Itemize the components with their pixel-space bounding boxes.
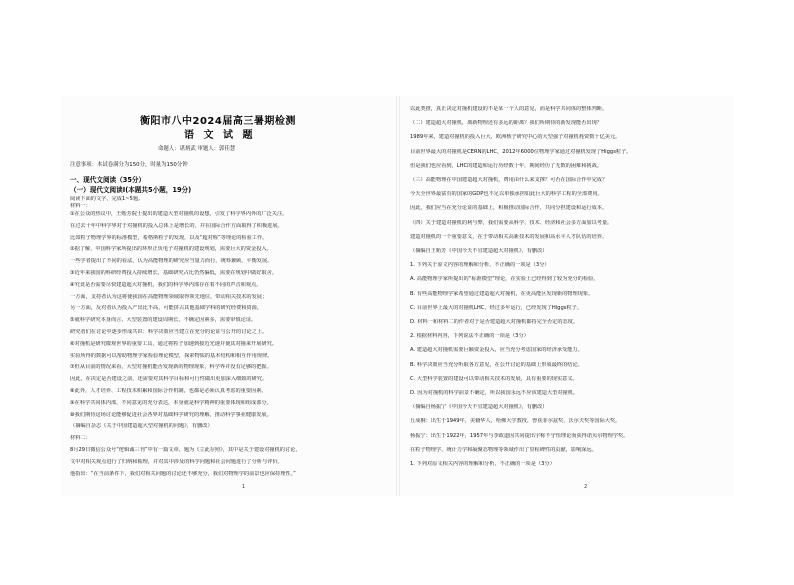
text-line: D. 因为对撞机的科学前景不确定，所以我国永远不应该建造大型对撞机。 [410, 390, 579, 396]
text-line: 材料二： [70, 435, 91, 442]
reading-intro: 阅读下面的文字，完成1~5题。 [70, 196, 144, 202]
text-line: 文中对相关观点进行了归纳和梳理，并对其中涉及的科学问题和社会问题进行了分析与评价。 [70, 458, 283, 465]
text-line: 1. 下列对原文相关内容的理解和分析，不正确的一项是（3分） [410, 461, 555, 467]
text-line: ⑩我们期待这场讨论能够促进社会各界对基础科学研究的理解，推动科学事业健康发展。 [70, 411, 272, 418]
page-fold [396, 96, 400, 496]
exam-subtitle: 语 文 试 题 [184, 130, 256, 141]
text-line: 研究者们在讨论中逐步形成共识：科学决策应当建立在充分的论证与公开的讨论之上。 [70, 329, 268, 335]
text-line: （四）关于建造对撞机的利与弊，我们需要从科学、技术、经济和社会多方面加以考量。 [410, 219, 613, 226]
scanned-exam-sheet [62, 96, 733, 496]
text-line: 比如粒子物理学界的标准模型，希格斯粒子的发现，以及“超对称”等理论的检验工作。 [70, 234, 268, 241]
text-line: 2. 根据材料内容，下列说法不正确的一项是（3分） [410, 333, 529, 340]
text-line: 今天全世界最富有的国家的GDP也不足以单独承担如此巨大的科学工程的全部费用。 [410, 191, 603, 198]
text-line: 以此类推，真正决定对撞机建设的不是某一个人的意见，而是科学共同体的整体判断。 [410, 106, 608, 112]
text-line: （二）建造超大对撞机，离新物理还有多远的距离？我们所期待的新发现能否出现？ [410, 120, 602, 127]
left-page [62, 96, 392, 496]
text-line: D. 材料一和材料二的作者对于是否建造超大对撞机都持完全否定的态度。 [410, 319, 579, 325]
text-line: 8月29日微信公众号“逻辑诚三刊”中有一篇文章，题为《立此存照》，其中是关于建设对撞机的讨论， [70, 447, 301, 453]
text-line: 1989年来，建造对撞机的投入巨大，欧洲核子研究中心的大型强子对撞机耗资数十亿美元。 [410, 134, 621, 141]
text-line: ⑧此外，人才培养、工程技术积累和国际合作机制，也都是必须认真考虑的重要因素。 [70, 388, 267, 394]
text-line: A. 建造超大对撞机需要巨额资金投入，应当充分考虑国家的经济承受能力。 [410, 347, 583, 354]
exam-title: 衡阳市八中2024届高三暑期检测 [140, 116, 296, 127]
text-line: A. 高能物理学家所提出的“标准模型”理论，在实验上已经得到了较为充分的检验。 [410, 276, 599, 283]
material-1-label: 材料一： [70, 203, 91, 209]
text-line: ④究竟是否需要尽快建造超大对撞机，我们的科学界内部存在着不同的声音和观点。 [70, 281, 262, 288]
text-line: ①在公众的热议中，王贻芳院士提出的建造大型对撞机的设想，引发了科学界内外的广泛关注。 [70, 211, 288, 217]
text-line: 1. 下列关于原文内容的理解和分析，不正确的一项是（3分） [410, 262, 550, 269]
text-line: 但是我们也应看到，LHC的建造和运行历经数十年，期间经历了无数的困难和挑战。 [410, 162, 602, 169]
text-line: （摘编自杂志《关于中国建造超大型对撞机的问题》，有删改） [70, 423, 213, 430]
section-heading-1: 一、现代文阅读（35分） [70, 176, 146, 184]
text-line: B. 科学决策应当充分听取各方意见，在公开讨论的基础上形成最终的结论。 [410, 361, 583, 368]
page-number-left: 1 [242, 484, 246, 490]
page-number-right: 2 [584, 484, 588, 490]
text-line: 丘成桐：出生于1949年，美籍华人，哈佛大学教授，曾获菲尔兹奖、沃尔夫奖等国际大奖。 [410, 418, 621, 425]
text-line: （摘编自杨振宁《中国今天不宜建造超大对撞机》，有删改） [410, 404, 548, 411]
text-line: 一些学者提出了不同的看法，认为高能物理的研究应当量力而行，统筹兼顾，平衡发展。 [70, 258, 273, 265]
text-line: ⑦但从目前的情况来看，大型对撞机能否发现新的物理现象，科学界并没有足够的把握。 [70, 364, 272, 371]
text-line: ②据了解，中国科学家所提出的环形正负电子对撞机的建设规划，需要巨大的资金投入。 [70, 246, 272, 253]
text-line: 在粒子物理学、统计力学和凝聚态物理等领域作出了里程碑性的贡献，影响深远。 [410, 446, 597, 453]
text-line: （三）高能物理在中国建造超大对撞机，费用由什么来支撑？可否在国际合作中完成？ [410, 177, 608, 183]
text-line: 在过去十年中科学界对于对撞机的投入总体上是增长的，并在国际合作方面取得了积极进展。 [70, 222, 283, 229]
exam-notice: 注意事项：本试卷满分为150分，时量为150分钟 [70, 162, 188, 168]
text-line: （摘编自王贻芳《中国今天不宜建造超大对撞机》，有删改） [410, 248, 548, 254]
text-line: 实验所得的数据可以帮助物理学家检验理论模型，探索物质的基本结构和相互作用规律。 [70, 352, 273, 359]
text-line: C. 目前世界上最大的对撞机LHC，经过多年运行，已经发现了Higgs粒子。 [410, 304, 583, 311]
text-line: ⑥对撞机是研究微观世界的重要工具，通过将粒子加速到接近光速并使其对撞来开展研究。 [70, 340, 277, 347]
text-line: 因此，我们应当在充分论证的基础上，积极推动国际合作，共同分担建设和运行成本。 [410, 205, 608, 212]
text-line: 因此，在决定是否建设之前，还需要对其科学目标和可行性做出更加深入细致的研究。 [70, 376, 268, 383]
text-line: 杨振宁：出生于1922年，1957年与李政道因共同提出宇称不守恒理论而获得诺贝尔物理学奖。 [410, 432, 629, 439]
right-page [404, 96, 733, 496]
section-heading-2: （一）现代文阅读Ⅰ(本题共5小题，19分) [70, 186, 192, 194]
text-line: ⑤就科学研究本身而言，大型装置的建设周期长，不确定因素多，需要审慎论证。 [70, 317, 257, 324]
text-line: 一方面，支持者认为这将使我国在高能物理领域取得领先地位，带动相关技术的发展； [70, 293, 268, 300]
exam-author-line: 命题人：谌炳武 审题人：郭佳慧 [158, 146, 236, 152]
text-line: 他指出：“在当前条件下，我们对相关问题的讨论还不够充分，我们对物理学的前景也应保持理性。” [70, 470, 296, 477]
text-line: ③近年来我国的科研经费投入持续增长，基础研究占比仍然偏低，需要在规划中做好取舍。 [70, 270, 277, 276]
text-line: 目前世界最大的对撞机是CERN的LHC，2012年6000位物理学家通过对撞机发现了Higgs粒子。 [410, 148, 632, 155]
text-line: C. 大型科学装置的建设可以带动相关技术的发展，具有重要的现实意义。 [410, 375, 578, 382]
text-line: 建造对撞机的一个重要意义，在于带动相关高新技术的发展和高水平人才队伍的培养。 [410, 233, 608, 240]
text-line: B. 有些高能物理学家希望通过建造超大对撞机，在更高能区发现新的物理现象。 [410, 290, 594, 297]
text-line: 另一方面，反对者认为投入产出比不高，可能挤占其他基础学科的研究经费和资源。 [70, 305, 262, 312]
text-line: ⑨在科学共同体内部，不同意见的充分表达，本身就是科学精神的重要体现和组成部分。 [70, 399, 272, 406]
